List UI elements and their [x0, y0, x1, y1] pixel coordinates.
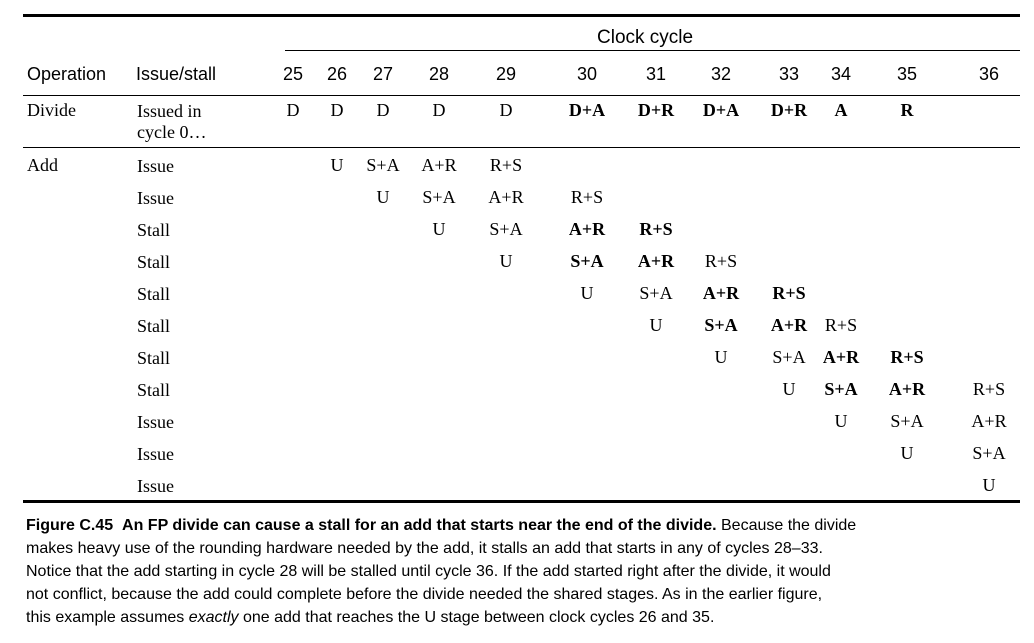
- divide-cell: D+A: [702, 100, 740, 120]
- divide-cell: D: [499, 100, 513, 120]
- divide-cell: D: [432, 100, 446, 120]
- table-header-row: [0, 64, 1034, 90]
- add-row: [0, 443, 1034, 469]
- divide-cell: D: [286, 100, 300, 120]
- add-cell: S+A: [366, 155, 400, 175]
- cycle-header-29: 29: [495, 64, 517, 84]
- cycle-header-33: 33: [778, 64, 800, 84]
- add-cell: A+R: [822, 347, 860, 367]
- caption-line-5: [26, 606, 1020, 629]
- add-cell: S+A: [824, 379, 858, 399]
- add-cell: S+A: [890, 411, 924, 431]
- add-cell: A+R: [702, 283, 740, 303]
- add-row-status: Stall: [137, 380, 171, 400]
- add-row: [0, 251, 1034, 277]
- divide-cell: A: [834, 100, 848, 120]
- caption-line1-text: Because the divide: [721, 517, 857, 534]
- add-cell: R+S: [972, 379, 1006, 399]
- caption-line-3: Notice that the add starting in cycle 28 will be stalled until cycle 36. If the add started right after the divide, it would: [26, 563, 831, 580]
- add-cell: U: [499, 251, 513, 271]
- add-cell: U: [330, 155, 344, 175]
- add-cell: S+A: [489, 219, 523, 239]
- add-cell: U: [649, 315, 663, 335]
- caption-emphasis: exactly: [188, 609, 239, 626]
- add-row-status: Issue: [137, 476, 174, 496]
- add-cell: R+S: [489, 155, 523, 175]
- add-cell: R+S: [824, 315, 858, 335]
- add-cell: R+S: [704, 251, 738, 271]
- divide-cell: D+R: [637, 100, 675, 120]
- add-cell: A+R: [568, 219, 606, 239]
- add-cell: R+S: [570, 187, 604, 207]
- add-cell: S+A: [422, 187, 456, 207]
- divide-cell: R: [900, 100, 914, 120]
- add-row: [0, 187, 1034, 213]
- column-header-issue-stall: Issue/stall: [136, 64, 217, 84]
- add-row-status: Issue: [137, 412, 174, 432]
- cycle-header-30: 30: [576, 64, 598, 84]
- add-cell: U: [834, 411, 848, 431]
- cycle-header-35: 35: [896, 64, 918, 84]
- figure-caption: [26, 514, 1020, 629]
- add-cell: S+A: [570, 251, 604, 271]
- add-cell: R+S: [890, 347, 924, 367]
- add-cell: A+R: [888, 379, 926, 399]
- table-header-rule: [23, 95, 1020, 96]
- add-cell: S+A: [772, 347, 806, 367]
- add-row: [0, 315, 1034, 341]
- add-row: [0, 347, 1034, 373]
- column-header-operation: Operation: [27, 64, 107, 84]
- operation-add: Add: [27, 155, 58, 175]
- add-cell: R+S: [772, 283, 806, 303]
- caption-title: An FP divide can cause a stall for an add that starts near the end of the divide.: [122, 517, 717, 534]
- caption-line-4: not conflict, because the add could complete before the divide needed the shared stages. As in the earlier figure,: [26, 586, 823, 603]
- caption-label: Figure C.45: [26, 517, 114, 534]
- add-row: [0, 155, 1034, 181]
- divide-cell: D: [376, 100, 390, 120]
- divide-status-line1: Issued in: [137, 101, 202, 121]
- add-cell: U: [714, 347, 728, 367]
- cycle-header-27: 27: [372, 64, 394, 84]
- cycle-header-25: 25: [282, 64, 304, 84]
- add-row-status: Issue: [137, 156, 174, 176]
- add-cell: A+R: [637, 251, 675, 271]
- add-cell: A+R: [770, 315, 808, 335]
- divide-status-line2: cycle 0…: [137, 122, 207, 142]
- divide-row: [0, 100, 1034, 126]
- add-cell: U: [432, 219, 446, 239]
- table-top-rule: [23, 14, 1020, 17]
- table-bottom-rule: [23, 500, 1020, 503]
- caption-line-2: makes heavy use of the rounding hardware needed by the add, it stalls an add that starts in any of cycles 28–33.: [26, 540, 823, 557]
- divide-cell: D+R: [770, 100, 808, 120]
- add-cell: U: [782, 379, 796, 399]
- add-cell: U: [376, 187, 390, 207]
- add-cell: A+R: [421, 155, 457, 175]
- divide-cell: D+A: [568, 100, 606, 120]
- operation-divide: Divide: [27, 100, 76, 120]
- add-row-status: Stall: [137, 220, 171, 240]
- cycle-header-36: 36: [978, 64, 1000, 84]
- clock-cycle-heading: Clock cycle: [597, 27, 694, 48]
- add-row-status: Issue: [137, 444, 174, 464]
- add-row: [0, 475, 1034, 501]
- add-row: [0, 411, 1034, 437]
- add-cell: U: [900, 443, 914, 463]
- add-cell: S+A: [972, 443, 1006, 463]
- add-row-status: Issue: [137, 188, 174, 208]
- caption-line5-after: one add that reaches the U stage between clock cycles 26 and 35.: [238, 609, 715, 626]
- add-cell: A+R: [488, 187, 524, 207]
- add-row: [0, 379, 1034, 405]
- add-cell: U: [580, 283, 594, 303]
- cycle-header-28: 28: [428, 64, 450, 84]
- cycle-header-26: 26: [326, 64, 348, 84]
- add-row-status: Stall: [137, 316, 171, 336]
- divide-cell: D: [330, 100, 344, 120]
- add-row-status: Stall: [137, 284, 171, 304]
- cycle-header-31: 31: [645, 64, 667, 84]
- divide-separator-rule: [23, 147, 1020, 148]
- caption-line-1: [26, 514, 1020, 537]
- add-cell: U: [982, 475, 996, 495]
- add-row-status: Stall: [137, 348, 171, 368]
- add-cell: S+A: [704, 315, 738, 335]
- add-row: [0, 219, 1034, 245]
- add-cell: A+R: [971, 411, 1007, 431]
- cycle-header-34: 34: [830, 64, 852, 84]
- add-cell: S+A: [639, 283, 673, 303]
- add-row: [0, 283, 1034, 309]
- add-cell: R+S: [639, 219, 673, 239]
- caption-line5-before: this example assumes: [26, 609, 189, 626]
- cycle-header-32: 32: [710, 64, 732, 84]
- add-row-status: Stall: [137, 252, 171, 272]
- clock-cycle-underline: [285, 50, 1020, 51]
